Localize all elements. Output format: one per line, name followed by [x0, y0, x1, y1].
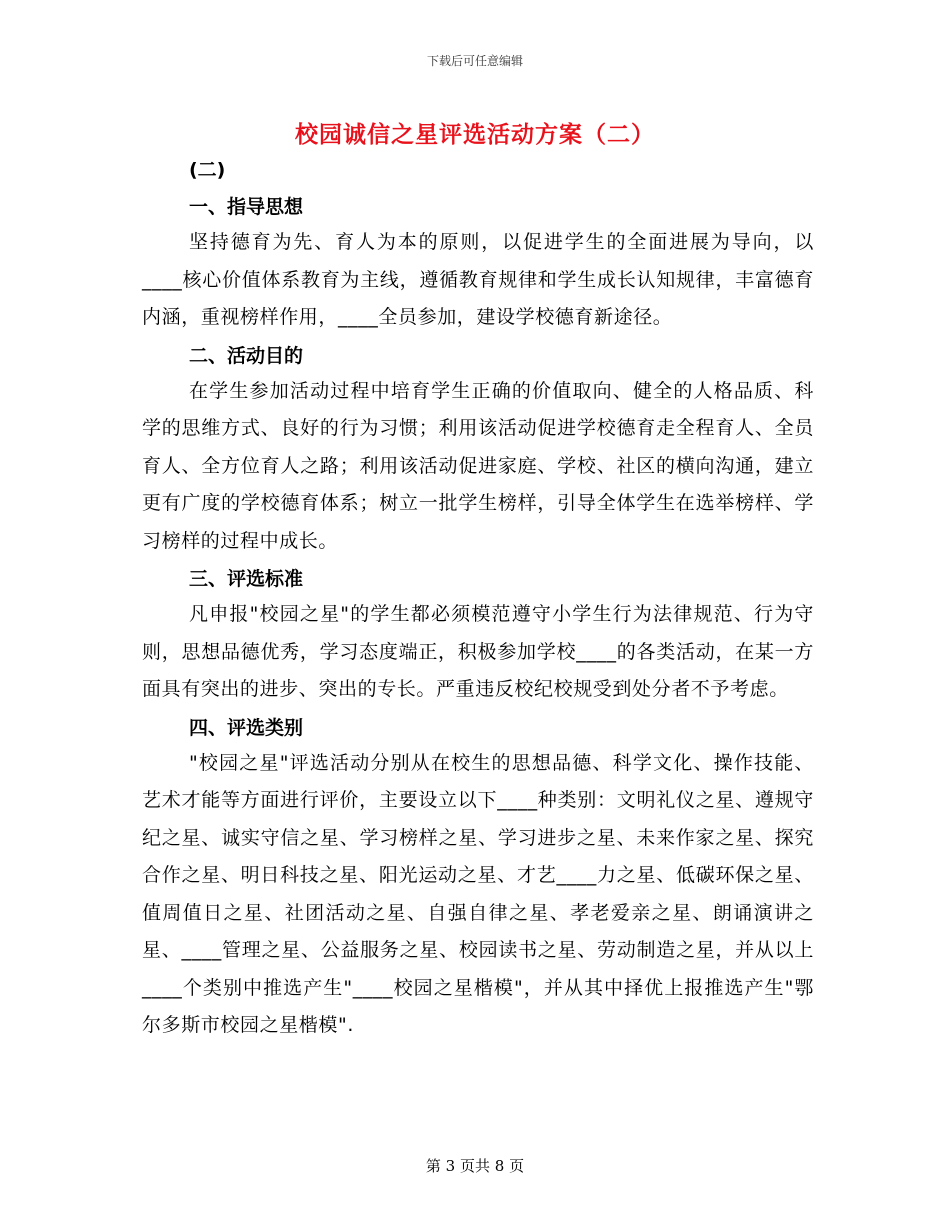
page-number: 第 3 页共 8 页 — [425, 1157, 525, 1175]
section-selection-categories — [142, 711, 814, 1045]
section-heading: 四、评选类别 — [189, 716, 304, 739]
document-body — [142, 152, 814, 1045]
section-paragraph: 坚持德育为先、育人为本的原则，以促进学生的全面进展为导向，以____核心价值体系教育为主线，遵循教育规律和学生成长认知规律，丰富德育内涵，重视榜样作用，____全员参加，建设学校德育新途径。 — [142, 231, 814, 328]
section-heading: 三、评选标准 — [189, 568, 304, 590]
section-activity-purpose — [142, 339, 814, 561]
section-heading: 二、活动目的 — [189, 344, 304, 367]
section-selection-criteria — [142, 562, 814, 709]
page-header-note: 下载后可任意编辑 — [426, 54, 523, 68]
section-paragraph: "校园之星"评选活动分别从在校生的思想品德、科学文化、操作技能、艺术才能等方面进行评价，主要设立以下____种类别：文明礼仪之星、遵规守纪之星、诚实守信之星、学习榜样之星、学习进步之星、未来作家之星、探究合作之星、明日科技之星、阳光运动之星、才艺____力之星、低碳环保之星、值周值日之星、社团活动之星、自强自律之星、孝老爱亲之星、朗诵演讲之星、____管理之星、公益服务之星、校园读书之星、劳动制造之星，并从以上____个类别中推选产生"____校园之星楷模"，并从其中择优上报推选产生"鄂尔多斯市校园之星楷模". — [142, 751, 814, 1036]
section-heading: 一、指导思想 — [189, 196, 304, 218]
document-title: 校园诚信之星评选活动方案（二） — [295, 122, 655, 148]
section-guiding-ideology — [142, 190, 814, 337]
section-paragraph: 凡申报"校园之星"的学生都必须模范遵守小学生行为法律规范、行为守则，思想品德优秀，学习态度端正，积极参加学校____的各类活动，在某一方面具有突出的进步、突出的专长。严重违反校纪校规受到处分者不予考虑。 — [142, 603, 814, 700]
section-paragraph: 在学生参加活动过程中培育学生正确的价值取向、健全的人格品质、科学的思维方式、良好的行为习惯；利用该活动促进学校德育走全程育人、全员育人、全方位育人之路；利用该活动促进家庭、学校、社区的横向沟通，建立更有广度的学校德育体系；树立一批学生榜样，引导全体学生在选举榜样、学习榜样的过程中成长。 — [142, 379, 814, 552]
section-subtitle: (二) — [189, 159, 226, 181]
